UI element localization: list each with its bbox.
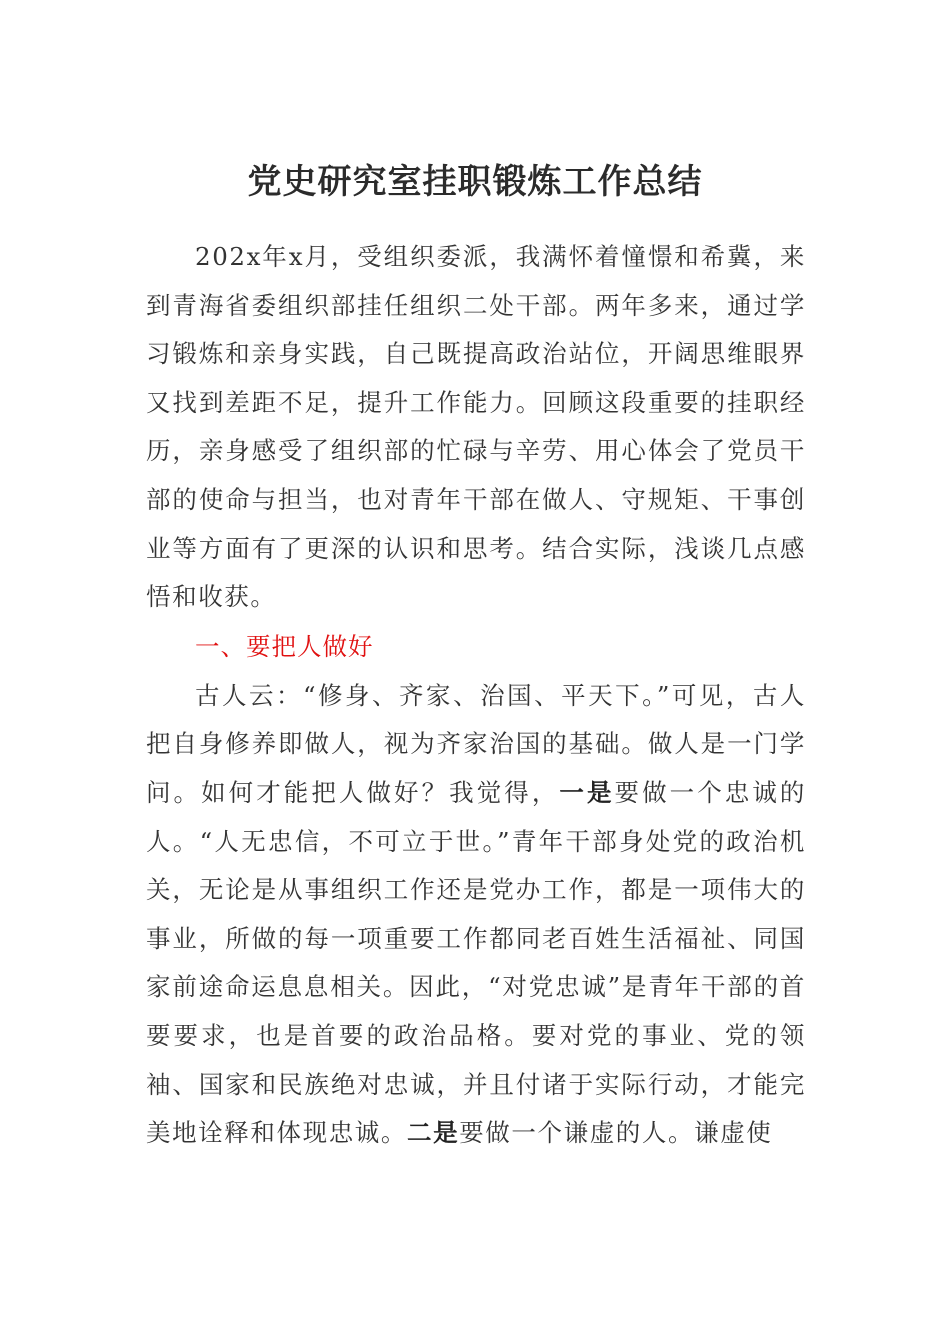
emphasis-second: 二是 <box>407 1118 460 1148</box>
paragraph-text: 要做一个谦虚的人。谦虚使 <box>459 1118 773 1148</box>
emphasis-first: 一是 <box>559 777 615 807</box>
section-heading: 一、要把人做好 <box>195 631 374 661</box>
paragraph-text: 古人云：“修身、齐家、治国、平天下。”可见，古人把自身修养即做人，视为齐家治国的基础。做人是一门学问。如何才能把人做好？我觉得， <box>146 680 806 807</box>
document-title: 党史研究室挂职锻炼工作总结 <box>247 162 703 202</box>
intro-paragraph: 202x年x月，受组织委派，我满怀着憧憬和希冀，来到青海省委组织部挂任组织二处干部。两年多来，通过学习锻炼和亲身实践，自己既提高政治站位，开阔思维眼界又找到差距不足，提升工作能力。回顾这段重要的挂职经历，亲身感受了组织部的忙碌与辛劳、用心体会了党员干部的使命与担当，也对青年干部在做人、守规矩、干事创业等方面有了更深的认识和思考。结合实际，浅谈几点感悟和收获。 <box>146 242 806 612</box>
document-body <box>146 233 806 1158</box>
section-paragraph <box>146 672 806 1158</box>
paragraph-text: 要做一个忠诚的人。“人无忠信，不可立于世。”青年干部身处党的政治机关，无论是从事组织工作还是党办工作，都是一项伟大的事业，所做的每一项重要工作都同老百姓生活福祉、同国家前途命运息息相关。因此，“对党忠诚”是青年干部的首要要求，也是首要的政治品格。要对党的事业、党的领袖、国家和民族绝对忠诚，并且付诸于实际行动，才能完美地诠释和体现忠诚。 <box>146 777 807 1148</box>
